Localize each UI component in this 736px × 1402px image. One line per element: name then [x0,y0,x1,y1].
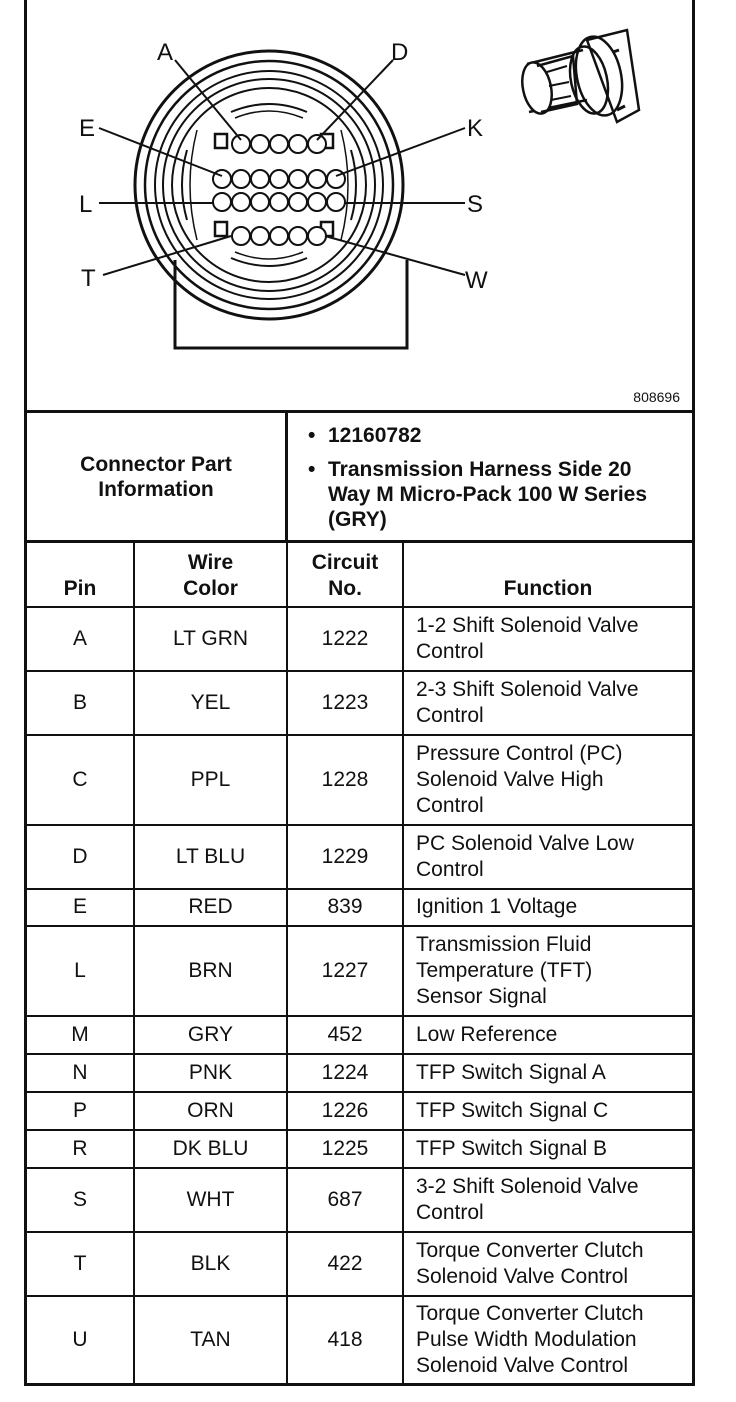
circuit-cell: 687 [287,1168,403,1232]
function-cell: TFP Switch Signal C [403,1092,692,1130]
function-cell: Torque Converter Clutch Solenoid Valve Control [403,1232,692,1296]
part-number-bullet: • 12160782 [308,424,422,447]
function-cell: 3-2 Shift Solenoid Valve Control [403,1168,692,1232]
pin-cell: B [27,671,134,735]
pin-cell: D [27,825,134,889]
circuit-cell: 1224 [287,1054,403,1092]
circuit-cell: 452 [287,1016,403,1054]
connector-info-details [288,413,692,540]
pin-hole [308,193,326,211]
table-row [27,607,692,671]
figure-number: 808696 [633,389,680,405]
circuit-cell: 1229 [287,825,403,889]
wire-color-cell: TAN [134,1296,287,1384]
pin-holes [213,135,345,245]
pin-cell: M [27,1016,134,1054]
callout-label: S [467,191,484,218]
wire-color-cell: PPL [134,735,287,825]
table-row [27,1016,692,1054]
pin-hole [232,193,250,211]
connector-face-diagram [27,0,692,412]
pin-cell: A [27,607,134,671]
function-cell: 1-2 Shift Solenoid Valve Control [403,607,692,671]
pin-cell: L [27,926,134,1016]
wire-color-cell: LT BLU [134,825,287,889]
function-cell: Pressure Control (PC) Solenoid Valve High Control [403,735,692,825]
pin-hole [327,193,345,211]
function-cell: Torque Converter Clutch Pulse Width Modulation Solenoid Valve Control [403,1296,692,1384]
circuit-cell: 1227 [287,926,403,1016]
table-row [27,1092,692,1130]
pin-hole [232,227,250,245]
function-cell: Transmission Fluid Temperature (TFT) Sensor Signal [403,926,692,1016]
table-row [27,735,692,825]
circuit-cell: 1223 [287,671,403,735]
connector-sheet [24,0,695,1386]
wire-color-cell: YEL [134,671,287,735]
table-row [27,1054,692,1092]
circuit-cell: 422 [287,1232,403,1296]
wire-color-cell: LT GRN [134,607,287,671]
pin-hole [251,135,269,153]
wire-color-cell: PNK [134,1054,287,1092]
pin-cell: S [27,1168,134,1232]
wire-color-cell: BLK [134,1232,287,1296]
pin-hole [308,227,326,245]
pin-hole [308,135,326,153]
callout-label: L [79,191,93,218]
header-pin: Pin [27,542,134,607]
header-wire-color: Wire Color [134,542,287,607]
pin-hole [289,135,307,153]
connector-info-block [27,413,692,540]
circuit-cell: 1225 [287,1130,403,1168]
circuit-cell: 839 [287,889,403,926]
pin-cell: N [27,1054,134,1092]
table-row [27,1130,692,1168]
wire-color-cell: ORN [134,1092,287,1130]
connector-info-label-text: Connector Part Information [80,452,232,501]
pin-hole [232,170,250,188]
pin-cell: C [27,735,134,825]
pin-cell: U [27,1296,134,1384]
pin-cell: R [27,1130,134,1168]
table-row [27,671,692,735]
table-row [27,926,692,1016]
wire-color-cell: RED [134,889,287,926]
callout-label: T [81,265,96,292]
table-row [27,825,692,889]
part-number: 12160782 [328,424,422,447]
header-circuit-no: Circuit No. [287,542,403,607]
pin-hole [270,227,288,245]
pinout-table [27,540,692,1384]
pin-hole [289,227,307,245]
wire-color-cell: GRY [134,1016,287,1054]
pin-cell: T [27,1232,134,1296]
circuit-cell: 1222 [287,607,403,671]
callout-label: K [467,115,484,142]
callout-label: A [157,39,174,66]
pin-hole [308,170,326,188]
function-cell: TFP Switch Signal B [403,1130,692,1168]
table-header-row [27,542,692,607]
pin-cell: P [27,1092,134,1130]
header-function: Function [403,542,692,607]
callout-label: W [465,267,488,294]
callout-label: D [391,39,409,66]
wire-color-cell: BRN [134,926,287,1016]
callout-label: E [79,115,96,142]
circuit-cell: 1226 [287,1092,403,1130]
function-cell: TFP Switch Signal A [403,1054,692,1092]
pin-hole [270,135,288,153]
function-cell: PC Solenoid Valve Low Control [403,825,692,889]
connector-info-label [27,413,285,540]
table-row [27,1296,692,1384]
circuit-cell: 418 [287,1296,403,1384]
function-cell: Ignition 1 Voltage [403,889,692,926]
table-row [27,889,692,926]
wire-color-cell: DK BLU [134,1130,287,1168]
pin-hole [289,170,307,188]
pin-hole [251,170,269,188]
pin-hole [213,193,231,211]
table-row [27,1168,692,1232]
pin-hole [251,193,269,211]
pin-hole [232,135,250,153]
pin-hole [289,193,307,211]
circuit-cell: 1228 [287,735,403,825]
pin-cell: E [27,889,134,926]
function-cell: 2-3 Shift Solenoid Valve Control [403,671,692,735]
wire-color-cell: WHT [134,1168,287,1232]
description-bullet: • Transmission Harness Side 20 Way M Micro-Pack 100 W Series (GRY) [308,458,648,531]
connector-3d-sketch [518,30,639,122]
table-row [27,1232,692,1296]
function-cell: Low Reference [403,1016,692,1054]
pin-hole [270,170,288,188]
connector-description: Transmission Harness Side 20 Way M Micro-Pack 100 W Series (GRY) [328,458,648,531]
pin-hole [251,227,269,245]
pin-hole [270,193,288,211]
